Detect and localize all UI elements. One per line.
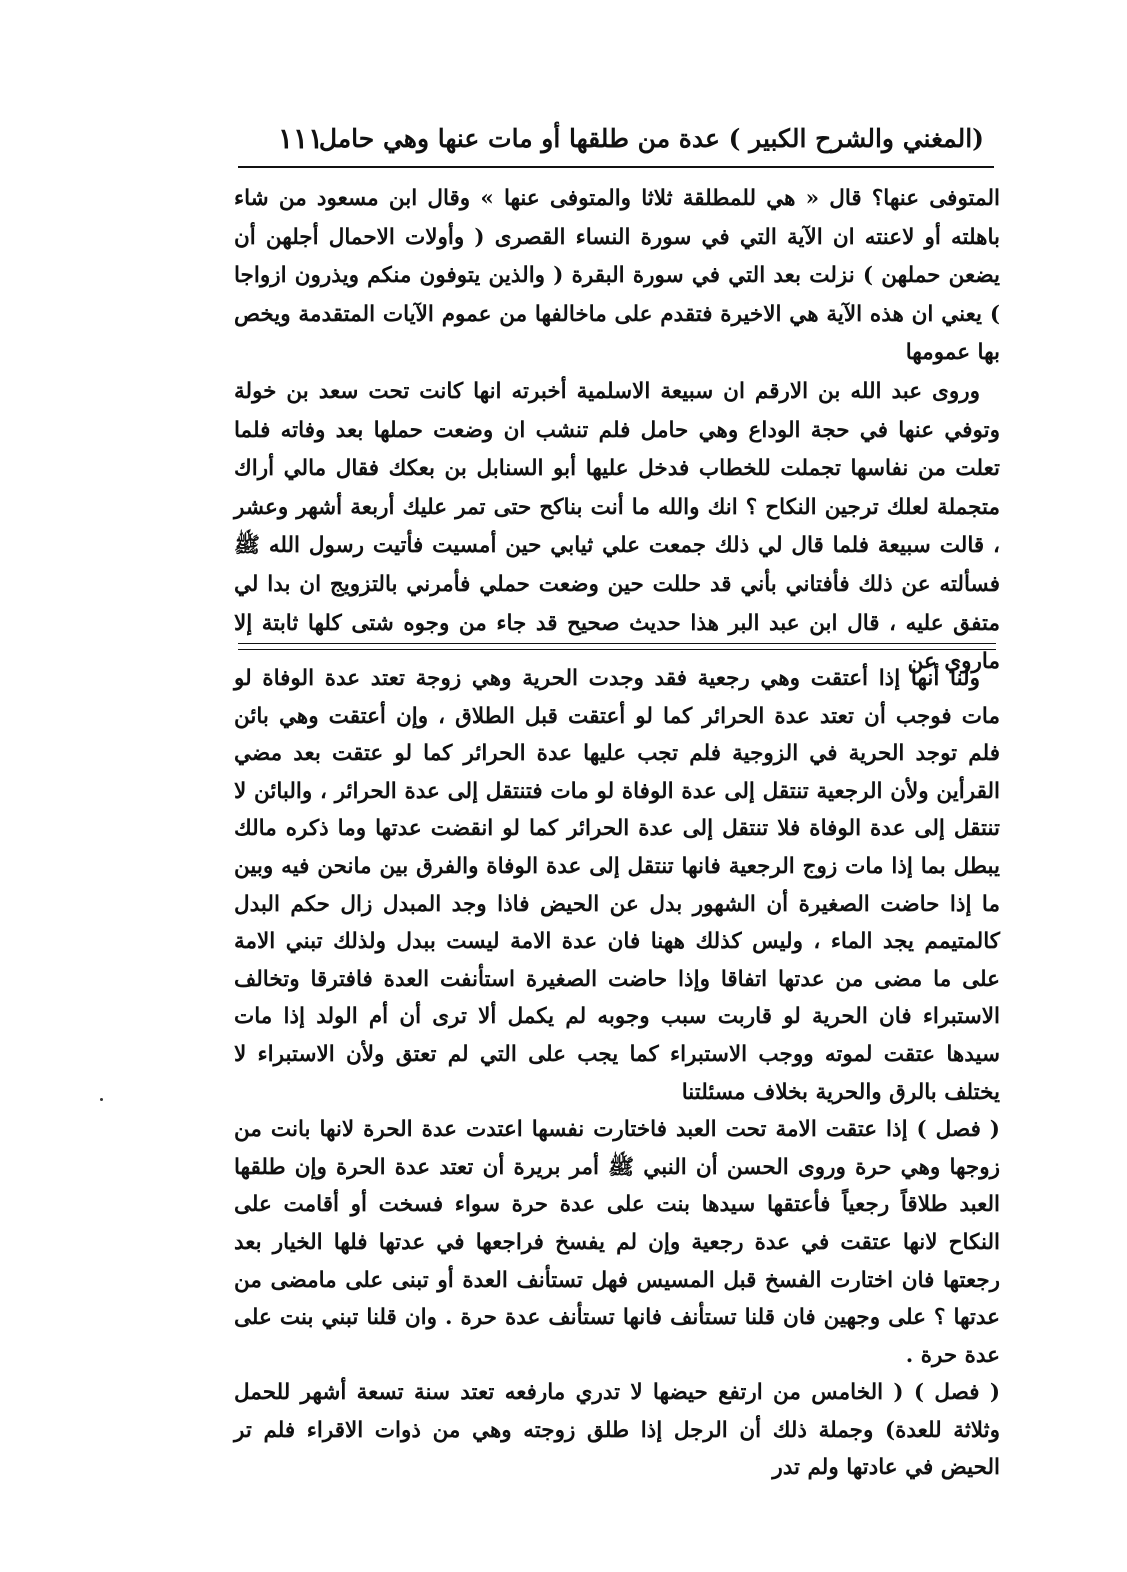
section-divider	[238, 643, 996, 650]
header-rule	[238, 166, 994, 168]
fasl-paragraph: ( فصل ) إذا عتقت الامة تحت العبد فاختارت نفسها اعتدت عدة الحرة لانها بانت من زوجها وهي حرة وروى الحسن أن النبي ﷺ أمر بريرة أن تعتد عدة الحرة وإن طلقها العبد طلاقاً رجعياً فأعتقها سيدها بنت على عدة حرة سواء فسخت أو أقامت على النكاح لانها عتقت في عدة رجعية وإن لم يفسخ فراجعها في عدتها فلها الخيار بعد رجعتها فان اختارت الفسخ قبل المسيس فهل تستأنف العدة أو تبنى على مامضى من عدتها ؟ على وجهين فان قلنا تستأنف فانها تستأنف عدة حرة . وان قلنا تبني بنت على عدة حرة .	[234, 1117, 1000, 1368]
running-title: (المغني والشرح الكبير ) عدة من طلقها أو مات عنها وهي حامل	[318, 124, 984, 153]
scan-speck	[100, 1098, 103, 1101]
commentary-paragraph: المتوفى عنها؟ قال « هي للمطلقة ثلاثا والمتوفى عنها » وقال ابن مسعود من شاء باهلته أو لاعنته ان الآية التي في سورة النساء القصرى ( وأولات الاحمال أجلهن أن يضعن حملهن ) نزلت بعد التي في سورة البقرة ( والذين يتوفون منكم ويذرون ازواجا ) يعني ان هذه الآية هي الاخيرة فتقدم على ماخالفها من عموم الآيات المتقدمة ويخص بها عمومها	[234, 186, 1000, 366]
main-text-section	[234, 660, 1000, 1487]
commentary-section	[234, 180, 1000, 682]
fasl-paragraph: ( فصل ) ( الخامس من ارتفع حيضها لا تدري مارفعه تعتد سنة تسعة أشهر للحمل وثلاثة للعدة) وجملة ذلك أن الرجل إذا طلق زوجته وهي من ذوات الاقراء فلم تر الحيض في عادتها ولم تدر	[234, 1380, 1000, 1481]
page-number: ١١١	[278, 122, 324, 155]
page-header	[238, 118, 994, 162]
main-paragraph: ولنا أنها إذا أعتقت وهي رجعية فقد وجدت الحرية وهي زوجة تعتد عدة الوفاة لو مات فوجب أن تعتد عدة الحرائر كما لو أعتقت قبل الطلاق ، وإن أعتقت وهي بائن فلم توجد الحرية في الزوجية فلم تجب عليها عدة الحرائر كما لو عتقت بعد مضي القرأين ولأن الرجعية تنتقل إلى عدة الوفاة لو مات فتنتقل إلى عدة الحرائر ، والبائن لا تنتقل إلى عدة الوفاة فلا تنتقل إلى عدة الحرائر كما لو انقضت عدتها وما ذكره مالك يبطل بما إذا مات زوج الرجعية فانها تنتقل إلى عدة الوفاة والفرق بين مانحن فيه وبين ما إذا حاضت الصغيرة أن الشهور بدل عن الحيض فاذا وجد المبدل زال حكم البدل كالمتيمم يجد الماء ، وليس كذلك ههنا فان عدة الامة ليست ببدل ولذلك تبني الامة على ما مضى من عدتها اتفاقا وإذا حاضت الصغيرة استأنفت العدة فافترقا وتخالف الاستبراء فان الحرية لو قاربت سبب وجوبه لم يكمل ألا ترى أن أم الولد إذا مات سيدها عتقت لموته ووجب الاستبراء كما يجب على التي لم تعتق ولأن الاستبراء لا يختلف بالرق والحرية بخلاف مسئلتنا	[234, 666, 1000, 1105]
commentary-paragraph: وروى عبد الله بن الارقم ان سبيعة الاسلمية أخبرته انها كانت تحت سعد بن خولة وتوفي عنها في حجة الوداع وهي حامل فلم تنشب ان وضعت حملها بعد وفاته فلما تعلت من نفاسها تجملت للخطاب فدخل عليها أبو السنابل بن بعكك فقال مالي أراك متجملة لعلك ترجين النكاح ؟ انك والله ما أنت بناكح حتى تمر عليك أربعة أشهر وعشر ، قالت سبيعة فلما قال لي ذلك جمعت علي ثيابي حين أمسيت فأتيت رسول الله ﷺ فسألته عن ذلك فأفتاني بأني قد حللت حين وضعت حملي فأمرني بالتزويج ان بدا لي متفق عليه ، قال ابن عبد البر هذا حديث صحيح قد جاء من وجوه شتى كلها ثابتة إلا ماروي عن	[234, 378, 1000, 675]
